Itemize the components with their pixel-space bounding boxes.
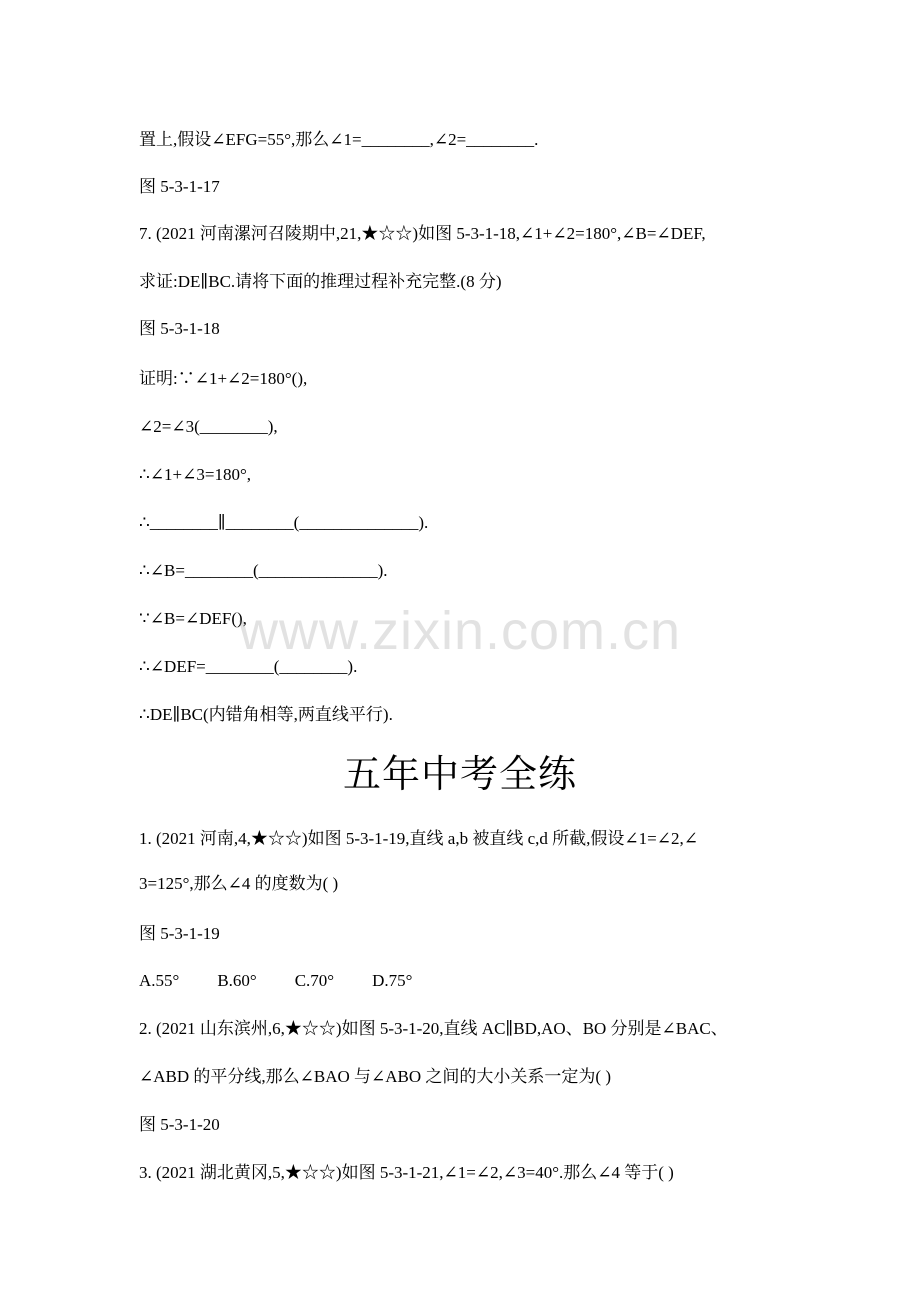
proof-step-3: ∴∠1+∠3=180°, (139, 465, 252, 484)
question-7-line-2: 求证:DE∥BC.请将下面的推理过程补充完整.(8 分) (139, 272, 502, 291)
option-d: D.75° (372, 971, 413, 990)
question-2-line-1: 2. (2021 山东滨州,6,★☆☆)如图 5-3-1-20,直线 AC∥BD,AO、BO 分别是∠BAC、 (139, 1019, 728, 1038)
section-title: 五年中考全练 (342, 752, 577, 796)
proof-step-7: ∴∠DEF=________(________). (139, 657, 358, 676)
figure-caption-18: 图 5-3-1-18 (139, 319, 220, 338)
figure-caption-17: 图 5-3-1-17 (139, 177, 220, 196)
proof-step-8: ∴DE∥BC(内错角相等,两直线平行). (139, 705, 393, 724)
question-2-line-2: ∠ABD 的平分线,那么∠BAO 与∠ABO 之间的大小关系一定为( ) (139, 1067, 611, 1086)
watermark: www.zixin.com.cn (238, 601, 682, 661)
question-1-line-2: 3=125°,那么∠4 的度数为( ) (139, 874, 339, 893)
question-7-line-1: 7. (2021 河南漯河召陵期中,21,★☆☆)如图 5-3-1-18,∠1+∠2=180°,∠B=∠DEF, (139, 224, 706, 243)
option-b: B.60° (217, 971, 257, 990)
figure-caption-20: 图 5-3-1-20 (139, 1115, 220, 1134)
proof-step-2: ∠2=∠3(________), (139, 417, 278, 436)
option-c: C.70° (294, 971, 335, 990)
proof-step-6: ∵∠B=∠DEF(), (139, 609, 247, 628)
answer-options (139, 969, 450, 993)
text-line-fill-angles: 置上,假设∠EFG=55°,那么∠1=________,∠2=________. (139, 130, 539, 149)
proof-step-4: ∴________∥________(______________). (139, 513, 429, 532)
question-1-line-1: 1. (2021 河南,4,★☆☆)如图 5-3-1-19,直线 a,b 被直线 c,d 所截,假设∠1=∠2,∠ (139, 829, 698, 848)
option-a: A.55° (139, 971, 180, 990)
question-3-line-1: 3. (2021 湖北黄冈,5,★☆☆)如图 5-3-1-21,∠1=∠2,∠3=40°.那么∠4 等于( ) (139, 1163, 674, 1182)
proof-step-1: 证明:∵∠1+∠2=180°(), (139, 369, 308, 388)
proof-step-5: ∴∠B=________(______________). (139, 561, 388, 580)
figure-caption-19: 图 5-3-1-19 (139, 924, 220, 943)
